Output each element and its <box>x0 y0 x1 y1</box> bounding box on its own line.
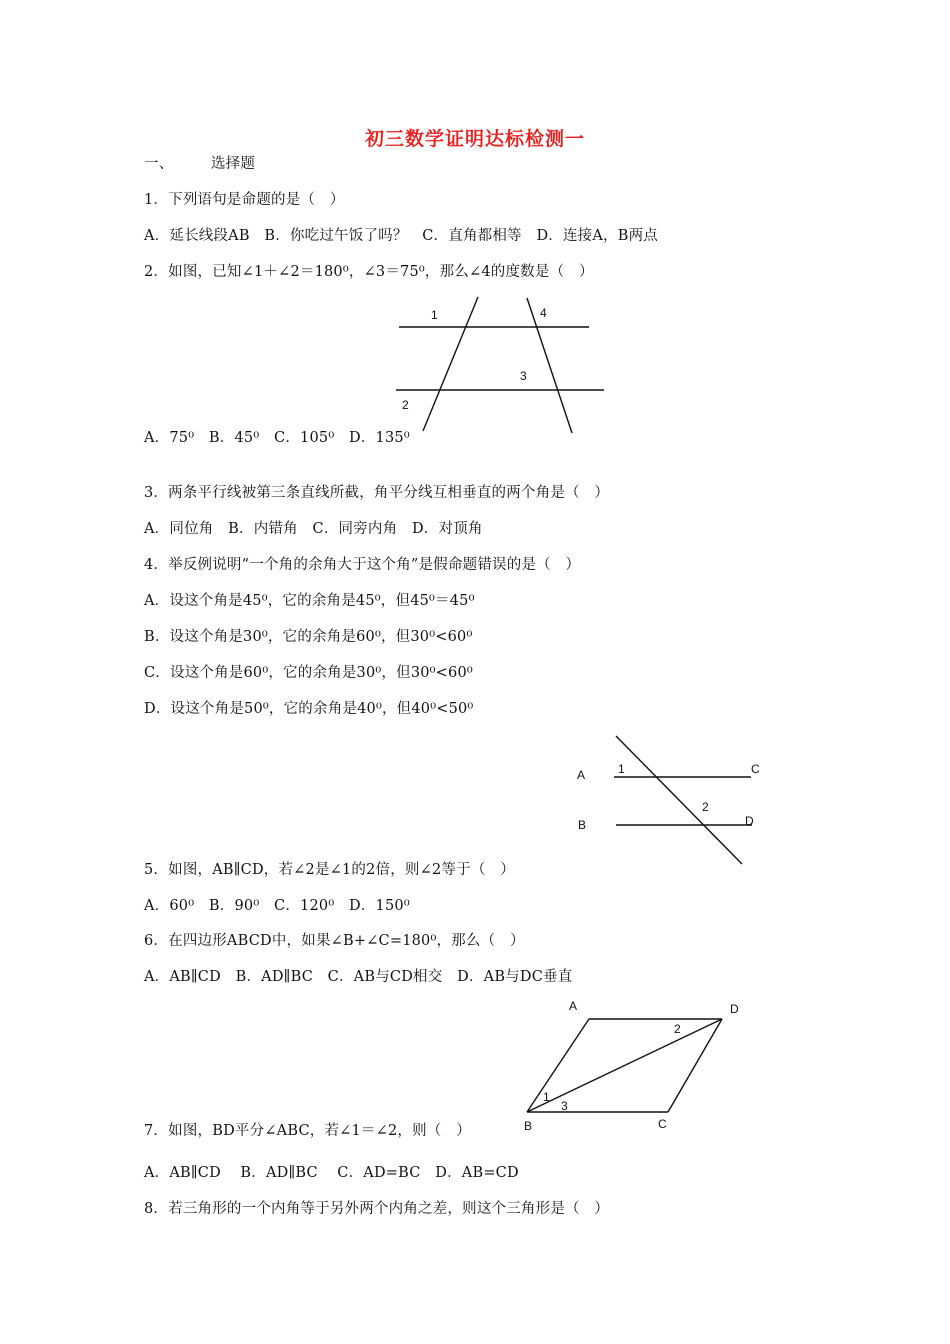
figure-ab-cd-transversal <box>570 730 770 870</box>
fig3-label-3: 3 <box>561 1099 568 1113</box>
fig1-label-1: 1 <box>431 308 438 322</box>
q7-stem: 7．如图，BD平分∠ABC，若∠1＝∠2，则（ ） <box>144 1123 471 1139</box>
figure-quadrilateral <box>515 995 750 1135</box>
fig3-label-B: B <box>524 1119 533 1133</box>
fig3-label-1: 1 <box>543 1090 550 1104</box>
fig1-label-2: 2 <box>402 398 409 412</box>
q6-stem: 6．在四边形ABCD中，如果∠B+∠C=180⁰，那么（ ） <box>144 933 525 949</box>
fig2-label-B: B <box>578 818 587 832</box>
section-label: 选择题 <box>211 156 256 172</box>
q5-options: A．60⁰ B．90⁰ C．120⁰ D．150⁰ <box>144 898 410 914</box>
q5-stem: 5．如图，AB∥CD，若∠2是∠1的2倍，则∠2等于（ ） <box>144 862 515 878</box>
q2-options: A．75⁰ B．45⁰ C．105⁰ D．135⁰ <box>144 430 410 446</box>
figure-parallel-lines <box>390 290 620 440</box>
q7-options: A．AB∥CD B．AD∥BC C．AD=BC D．AB=CD <box>144 1165 519 1181</box>
section-number: 一、 <box>144 156 174 172</box>
fig1-right-transversal <box>527 298 572 433</box>
fig3-label-2: 2 <box>674 1022 681 1036</box>
fig3-label-A: A <box>569 999 578 1013</box>
q3-stem: 3．两条平行线被第三条直线所截，角平分线互相垂直的两个角是（ ） <box>144 485 610 501</box>
fig1-label-3: 3 <box>520 369 527 383</box>
fig2-label-1: 1 <box>618 762 625 776</box>
fig2-label-C: C <box>751 762 760 776</box>
fig3-label-D: D <box>730 1002 739 1016</box>
fig2-label-2: 2 <box>702 800 709 814</box>
q4-option-b: B．设这个角是30⁰，它的余角是60⁰，但30⁰<60⁰ <box>144 629 473 645</box>
fig3-label-C: C <box>658 1117 667 1131</box>
q4-option-a: A．设这个角是45⁰，它的余角是45⁰，但45⁰＝45⁰ <box>144 593 475 609</box>
q2-stem: 2．如图，已知∠1＋∠2＝180⁰，∠3＝75⁰，那么∠4的度数是（ ） <box>144 264 594 280</box>
q1-options: A．延长线段AB B．你吃过午饭了吗？ C．直角都相等 D．连接A，B两点 <box>144 228 658 244</box>
q4-option-d: D．设这个角是50⁰，它的余角是40⁰，但40⁰<50⁰ <box>144 701 474 717</box>
q3-options: A．同位角 B．内错角 C．同旁内角 D．对顶角 <box>144 521 483 537</box>
fig2-transversal <box>616 736 742 864</box>
q6-options: A．AB∥CD B．AD∥BC C．AB与CD相交 D．AB与DC垂直 <box>144 969 573 985</box>
q1-stem: 1．下列语句是命题的是（ ） <box>144 192 345 208</box>
q8-stem: 8．若三角形的一个内角等于另外两个内角之差，则这个三角形是（ ） <box>144 1201 610 1217</box>
fig2-label-D: D <box>745 814 754 828</box>
page-title: 初三数学证明达标检测一 <box>364 128 585 150</box>
fig2-label-A: A <box>577 768 586 782</box>
fig3-diagonal-bd <box>527 1019 722 1112</box>
fig1-label-4: 4 <box>540 306 547 320</box>
q4-option-c: C．设这个角是60⁰，它的余角是30⁰，但30⁰<60⁰ <box>144 665 473 681</box>
q4-stem: 4．举反例说明“一个角的余角大于这个角”是假命题错误的是（ ） <box>144 557 581 573</box>
fig3-side-ab <box>527 1019 589 1112</box>
